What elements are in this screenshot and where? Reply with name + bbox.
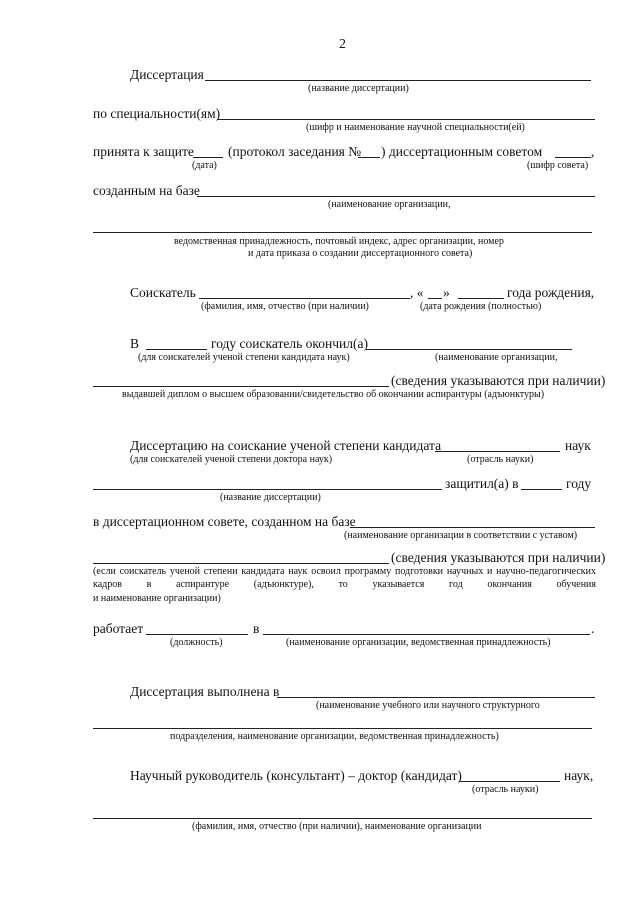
supervisor-science-suffix: наук, [564, 768, 594, 783]
supervisor-name-caption: (фамилия, имя, отчество (при наличии), наименование организации [192, 821, 482, 832]
department-caption: подразделения, наименование организации, ведомственная принадлежность) [170, 731, 499, 742]
graduation-organization-caption: (наименование организации, [435, 352, 558, 363]
specialty-caption: (шифр и наименование научной специальности(ей) [306, 122, 525, 133]
graduation-prefix: В [130, 336, 140, 351]
organization-details-line[interactable] [93, 232, 592, 233]
doctor-applicants-caption: (для соискателей ученой степени доктора наук) [130, 454, 333, 465]
graduation-year-line[interactable] [146, 349, 207, 350]
department-line[interactable] [93, 728, 592, 729]
specialty-line[interactable] [217, 119, 595, 120]
applicant-name-line[interactable] [199, 298, 410, 299]
council-code-line[interactable] [555, 157, 591, 158]
completed-at-caption: (наименование учебного или научного структурного [316, 700, 540, 711]
science-branch-line-1[interactable] [435, 451, 560, 452]
base-organization-line[interactable] [197, 196, 595, 197]
postgraduate-note: (если соискатель ученой степени кандидата наук освоил программу подготовки научных и научно-педагогических кадров в аспирантуре (адъюнктуре), то указывается год окончания обучения [93, 566, 596, 590]
dissertation-title-caption: (название диссертации) [308, 83, 409, 94]
diploma-issuer-line[interactable] [93, 386, 389, 387]
postgraduate-info-line[interactable] [93, 563, 389, 564]
acceptance-date-line[interactable] [193, 157, 223, 158]
organization-details-caption-1: ведомственная принадлежность, почтовый индекс, адрес организации, номер [174, 236, 504, 247]
date-caption: (дата) [192, 160, 217, 171]
protocol-number-line[interactable] [358, 157, 380, 158]
applicant-name-caption: (фамилия, имя, отчество (при наличии) [201, 301, 369, 312]
birth-year-label: года рождения, [507, 285, 595, 300]
workplace-line[interactable] [263, 634, 590, 635]
completed-at-line[interactable] [277, 697, 595, 698]
defended-dissertation-line[interactable] [93, 489, 442, 490]
defense-year-suffix: году [566, 476, 592, 491]
candidate-dissertation-label: Диссертацию на соискание ученой степени кандидата [130, 438, 442, 453]
council-code-caption: (шифр совета) [527, 160, 589, 171]
dissertation-label: Диссертация [130, 67, 204, 82]
council-base-caption: (наименование организации в соответствии с уставом) [344, 530, 578, 541]
diploma-issuer-caption: выдавшей диплом о высшем образовании/свидетельство об окончании аспирантуры (адъюнктуры) [122, 389, 545, 400]
defended-label: защитил(а) в [445, 476, 519, 491]
graduation-label: году соискатель окончил(а) [211, 336, 369, 351]
works-label: работает [93, 621, 144, 636]
workplace-caption: (наименование организации, ведомственная принадлежность) [286, 637, 551, 648]
council-comma: , [591, 144, 595, 159]
supervisor-science-caption: (отрасль науки) [472, 784, 539, 795]
science-branch-caption-1: (отрасль науки) [467, 454, 534, 465]
info-if-available-1: (сведения указываются при наличии) [391, 373, 606, 388]
birth-day-line[interactable] [428, 298, 442, 299]
page-number: 2 [339, 37, 346, 52]
defended-dissertation-caption: (название диссертации) [220, 492, 321, 503]
base-organization-caption: (наименование организации, [328, 199, 451, 210]
birth-month-line[interactable] [458, 298, 504, 299]
specialty-label: по специальности(ям) [93, 106, 221, 121]
protocol-label: (протокол заседания № [228, 144, 362, 159]
completed-at-label: Диссертация выполнена в [130, 684, 280, 699]
graduation-organization-line[interactable] [366, 349, 572, 350]
council-base-line[interactable] [350, 527, 595, 528]
postgraduate-note-last: и наименование организации) [93, 593, 221, 604]
birth-quote-close: » [443, 285, 450, 300]
birth-quote-open: , « [410, 285, 424, 300]
defense-year-line[interactable] [521, 489, 562, 490]
supervisor-science-line[interactable] [459, 781, 560, 782]
works-period: . [591, 621, 595, 636]
info-if-available-2: (сведения указываются при наличии) [391, 550, 606, 565]
position-line[interactable] [146, 634, 248, 635]
created-base-label: созданным на базе [93, 183, 200, 198]
science-suffix-1: наук [565, 438, 591, 453]
council-label: ) диссертационным советом [381, 144, 543, 159]
accepted-label: принята к защите [93, 144, 194, 159]
supervisor-name-line[interactable] [93, 818, 592, 819]
organization-details-caption-2: и дата приказа о создании диссертационного совета) [248, 248, 473, 259]
applicant-label: Соискатель [130, 285, 196, 300]
dissertation-title-line[interactable] [205, 80, 591, 81]
candidate-applicants-caption: (для соискателей ученой степени кандидата наук) [138, 352, 350, 363]
council-base-label: в диссертационном совете, созданном на базе [93, 514, 356, 529]
birth-date-caption: (дата рождения (полностью) [420, 301, 542, 312]
supervisor-label: Научный руководитель (консультант) – доктор (кандидат) [130, 768, 462, 783]
position-caption: (должность) [170, 637, 223, 648]
works-at-prefix: в [253, 621, 260, 636]
